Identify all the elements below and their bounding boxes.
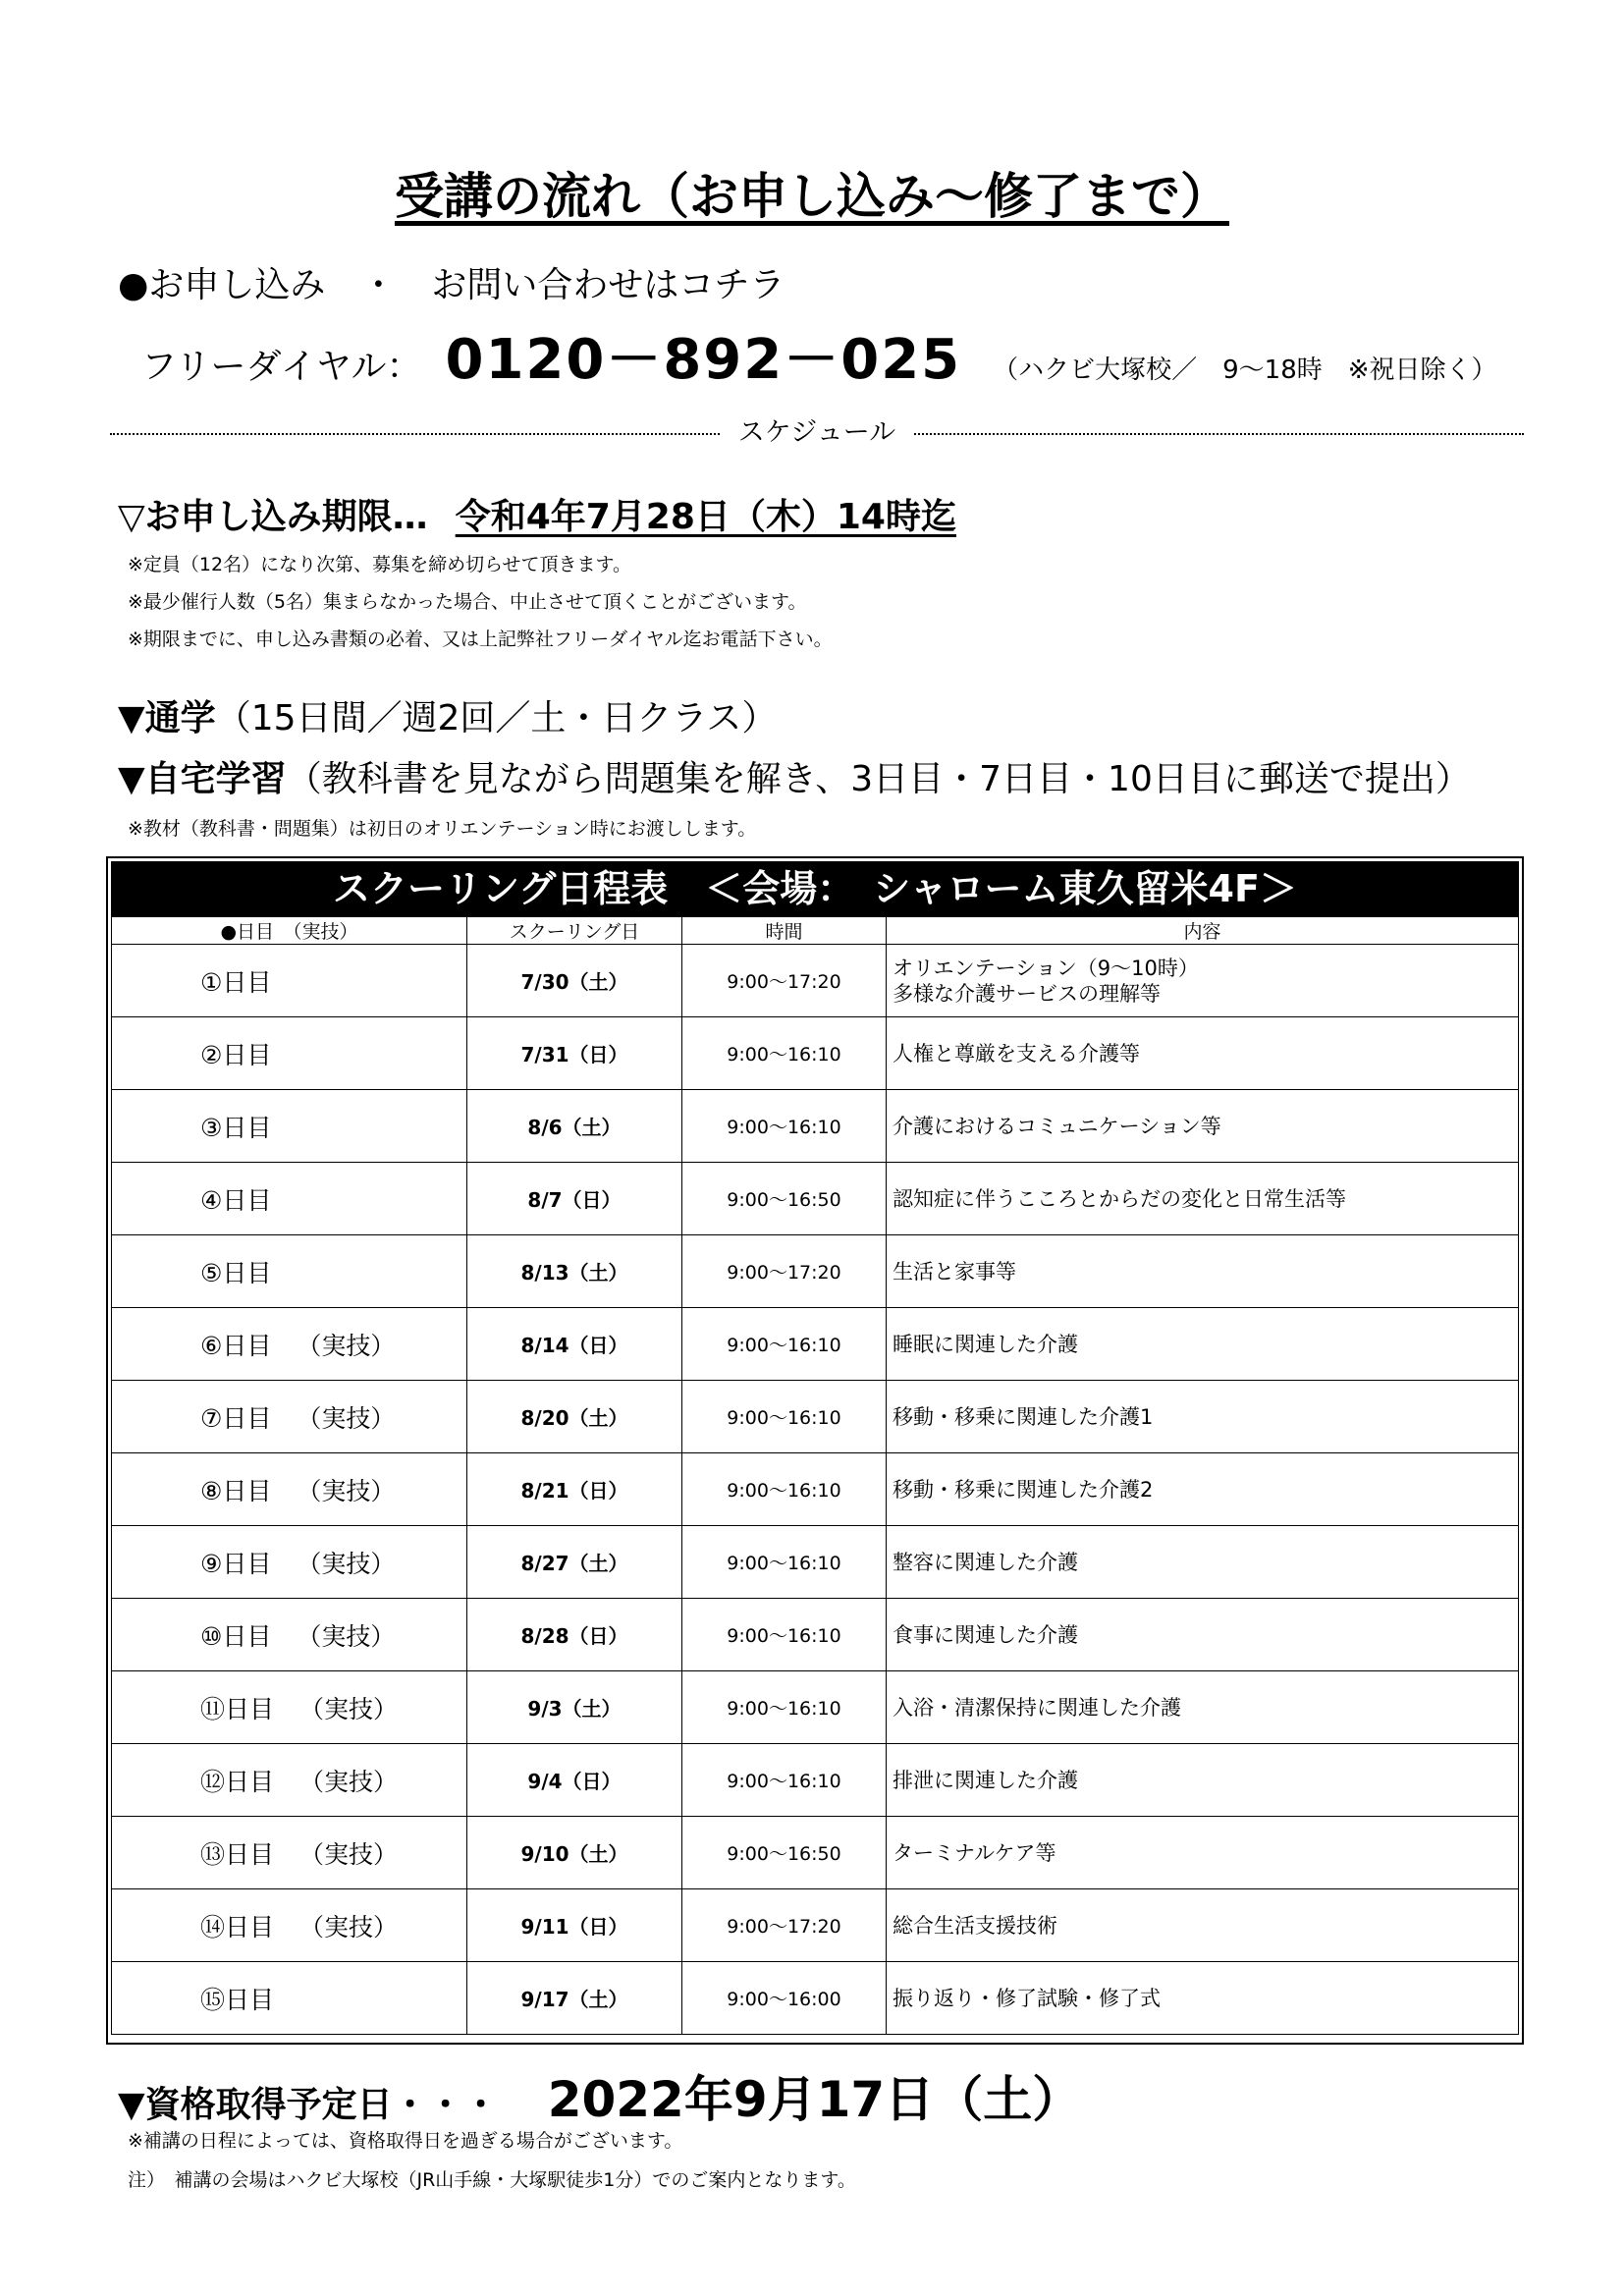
row-practical-label: （実技） xyxy=(297,1621,396,1651)
row-date: 8/6（土） xyxy=(467,1090,682,1163)
table-row xyxy=(112,1235,1519,1308)
row-day xyxy=(112,1744,467,1817)
row-date: 8/14（日） xyxy=(467,1308,682,1381)
row-content-line: 入浴・清潔保持に関連した介護 xyxy=(893,1695,1181,1720)
row-content xyxy=(887,945,1519,1017)
row-date: 7/30（土） xyxy=(467,945,682,1017)
row-day-label: ⑧日目 xyxy=(200,1476,272,1505)
row-time: 9:00～17:20 xyxy=(682,945,887,1017)
contact-hours: （ハクビ大塚校／ 9～18時 ※祝日除く） xyxy=(993,355,1497,385)
row-day-label: ②日目 xyxy=(200,1040,272,1069)
qualification-note: ※補講の日程によっては、資格取得日を過ぎる場合がございます。 xyxy=(128,2130,683,2152)
table-row xyxy=(112,1671,1519,1744)
header-day: ●日目 （実技） xyxy=(112,917,467,945)
deadline-note: ※最少催行人数（5名）集まらなかった場合、中止させて頂くことがございます。 xyxy=(128,591,807,613)
row-content xyxy=(887,1599,1519,1671)
table-row xyxy=(112,1889,1519,1962)
commute-label: ▼通学 xyxy=(118,698,216,738)
row-day xyxy=(112,1889,467,1962)
row-time: 9:00～16:00 xyxy=(682,1962,887,2035)
row-content xyxy=(887,1889,1519,1962)
row-content-line: 総合生活支援技術 xyxy=(893,1913,1057,1938)
row-time: 9:00～16:10 xyxy=(682,1308,887,1381)
commute-detail: （15日間／週2回／土・日クラス） xyxy=(215,698,778,738)
row-day xyxy=(112,1163,467,1235)
row-day-label: ⑩日目 xyxy=(200,1621,272,1651)
table-row xyxy=(112,1090,1519,1163)
header-date: スクーリング日 xyxy=(467,917,682,945)
row-day xyxy=(112,1671,467,1744)
row-day-label: ⑦日目 xyxy=(200,1403,272,1433)
row-day-label: ⑤日目 xyxy=(200,1258,272,1287)
row-content xyxy=(887,1235,1519,1308)
qualification-date: 2022年9月17日（土） xyxy=(547,2071,1082,2128)
row-date: 9/17（土） xyxy=(467,1962,682,2035)
table-row xyxy=(112,1308,1519,1381)
table-title: スクーリング日程表 ＜会場： シャローム東久留米4F＞ xyxy=(111,861,1519,916)
table-row xyxy=(112,1381,1519,1453)
row-content xyxy=(887,1017,1519,1090)
row-content-line: ターミナルケア等 xyxy=(893,1840,1056,1865)
row-date: 7/31（日） xyxy=(467,1017,682,1090)
qualification-note: 注） 補講の会場はハクビ大塚校（JR山手線・大塚駅徒歩1分）でのご案内となります。 xyxy=(128,2169,856,2191)
row-day xyxy=(112,1381,467,1453)
row-day-label: ①日目 xyxy=(200,967,272,997)
deadline-label: ▽お申し込み期限… xyxy=(118,497,428,537)
row-day xyxy=(112,1235,467,1308)
table-row xyxy=(112,1962,1519,2035)
row-content xyxy=(887,1744,1519,1817)
row-practical-label: （実技） xyxy=(297,1403,396,1433)
free-dial-label: フリーダイヤル： xyxy=(141,347,422,387)
row-practical-label: （実技） xyxy=(299,1767,399,1796)
row-content xyxy=(887,1671,1519,1744)
row-day xyxy=(112,1526,467,1599)
row-content-line: 食事に関連した介護 xyxy=(893,1622,1078,1647)
header-time: 時間 xyxy=(682,917,887,945)
row-date: 8/27（土） xyxy=(467,1526,682,1599)
row-date: 9/10（土） xyxy=(467,1817,682,1889)
row-day-label: ③日目 xyxy=(200,1113,272,1142)
row-day xyxy=(112,1308,467,1381)
qualification xyxy=(118,2060,1081,2131)
row-time: 9:00～16:10 xyxy=(682,1526,887,1599)
table-row xyxy=(112,1599,1519,1671)
row-content xyxy=(887,1962,1519,2035)
row-time: 9:00～16:10 xyxy=(682,1453,887,1526)
row-time: 9:00～17:20 xyxy=(682,1235,887,1308)
row-date: 8/21（日） xyxy=(467,1453,682,1526)
row-content xyxy=(887,1090,1519,1163)
row-practical-label: （実技） xyxy=(299,1912,399,1941)
row-day xyxy=(112,945,467,1017)
row-date: 8/28（日） xyxy=(467,1599,682,1671)
row-day-label: ⑮日目 xyxy=(200,1985,275,2014)
row-content-line: 振り返り・修了試験・修了式 xyxy=(893,1986,1161,2010)
header-content: 内容 xyxy=(887,917,1519,945)
row-content-line: 生活と家事等 xyxy=(893,1259,1016,1284)
commute-line xyxy=(118,690,777,740)
row-practical-label: （実技） xyxy=(299,1839,399,1869)
row-time: 9:00～16:10 xyxy=(682,1671,887,1744)
deadline xyxy=(118,489,956,539)
row-content-line: 認知症に伴うこころとからだの変化と日常生活等 xyxy=(893,1186,1346,1211)
row-content-line: 人権と尊厳を支える介護等 xyxy=(893,1041,1140,1066)
row-practical-label: （実技） xyxy=(297,1331,396,1360)
home-study-label: ▼自宅学習 xyxy=(118,759,287,799)
row-time: 9:00～16:10 xyxy=(682,1744,887,1817)
home-study-detail: （教科書を見ながら問題集を解き、3日目・7日目・10日目に郵送で提出） xyxy=(286,759,1471,799)
row-content-line: 移動・移乗に関連した介護2 xyxy=(893,1477,1154,1502)
row-day-label: ⑭日目 xyxy=(200,1912,275,1941)
table-header-row xyxy=(112,917,1519,945)
row-content xyxy=(887,1817,1519,1889)
row-day xyxy=(112,1017,467,1090)
deadline-date: 令和4年7月28日（木）14時迄 xyxy=(455,497,956,537)
row-practical-label: （実技） xyxy=(299,1694,399,1723)
row-day xyxy=(112,1453,467,1526)
table-row xyxy=(112,1017,1519,1090)
row-content-line: 整容に関連した介護 xyxy=(893,1550,1078,1574)
table-row xyxy=(112,945,1519,1017)
table-row xyxy=(112,1526,1519,1599)
deadline-note: ※期限までに、申し込み書類の必着、又は上記弊社フリーダイヤル迄お電話下さい。 xyxy=(128,629,833,650)
row-day-label: ⑬日目 xyxy=(200,1839,275,1869)
row-date: 9/4（日） xyxy=(467,1744,682,1817)
row-day-label: ⑥日目 xyxy=(200,1331,272,1360)
row-day-label: ④日目 xyxy=(200,1185,272,1215)
row-day-label: ⑫日目 xyxy=(200,1767,275,1796)
row-content-line: オリエンテーション（9～10時） xyxy=(893,956,1199,980)
row-content-line: 排泄に関連した介護 xyxy=(893,1768,1078,1792)
page-title: 受講の流れ（お申し込み～修了まで） xyxy=(395,168,1229,225)
row-content xyxy=(887,1308,1519,1381)
row-date: 9/11（日） xyxy=(467,1889,682,1962)
row-time: 9:00～16:10 xyxy=(682,1017,887,1090)
row-content xyxy=(887,1163,1519,1235)
table-row xyxy=(112,1453,1519,1526)
schedule-divider-label: スケジュール xyxy=(721,418,913,448)
row-day-label: ⑪日目 xyxy=(200,1694,275,1723)
table-row xyxy=(112,1744,1519,1817)
schedule-grid xyxy=(111,916,1519,2035)
row-date: 8/7（日） xyxy=(467,1163,682,1235)
row-time: 9:00～16:10 xyxy=(682,1381,887,1453)
row-content-line: 睡眠に関連した介護 xyxy=(893,1332,1078,1356)
row-day xyxy=(112,1090,467,1163)
contact-line xyxy=(141,316,1497,395)
row-time: 9:00～16:10 xyxy=(682,1599,887,1671)
row-day xyxy=(112,1817,467,1889)
home-study-note: ※教材（教科書・問題集）は初日のオリエンテーション時にお渡しします。 xyxy=(128,818,757,840)
qualification-label: ▼資格取得予定日・・・ xyxy=(118,2085,499,2125)
row-day xyxy=(112,1599,467,1671)
row-date: 9/3（土） xyxy=(467,1671,682,1744)
row-time: 9:00～16:50 xyxy=(682,1817,887,1889)
row-day-label: ⑨日目 xyxy=(200,1549,272,1578)
row-practical-label: （実技） xyxy=(297,1549,396,1578)
row-content xyxy=(887,1453,1519,1526)
row-content-line: 介護におけるコミュニケーション等 xyxy=(893,1114,1221,1138)
row-time: 9:00～16:10 xyxy=(682,1090,887,1163)
phone-number[interactable]: 0120－892－025 xyxy=(445,328,962,392)
row-time: 9:00～17:20 xyxy=(682,1889,887,1962)
table-row xyxy=(112,1163,1519,1235)
row-content xyxy=(887,1526,1519,1599)
row-content-line: 移動・移乗に関連した介護1 xyxy=(893,1404,1154,1429)
table-row xyxy=(112,1817,1519,1889)
row-date: 8/13（土） xyxy=(467,1235,682,1308)
row-content-line: 多様な介護サービスの理解等 xyxy=(893,981,1161,1006)
row-content xyxy=(887,1381,1519,1453)
row-time: 9:00～16:50 xyxy=(682,1163,887,1235)
table-body xyxy=(112,945,1519,2035)
schedule-table xyxy=(106,856,1524,2045)
row-day xyxy=(112,1962,467,2035)
row-practical-label: （実技） xyxy=(297,1476,396,1505)
home-study-line xyxy=(118,751,1471,801)
deadline-note: ※定員（12名）になり次第、募集を締め切らせて頂きます。 xyxy=(128,554,632,575)
contact-heading: ●お申し込み ・ お問い合わせはコチラ xyxy=(118,265,785,305)
row-date: 8/20（土） xyxy=(467,1381,682,1453)
schedule-divider xyxy=(110,418,1524,448)
